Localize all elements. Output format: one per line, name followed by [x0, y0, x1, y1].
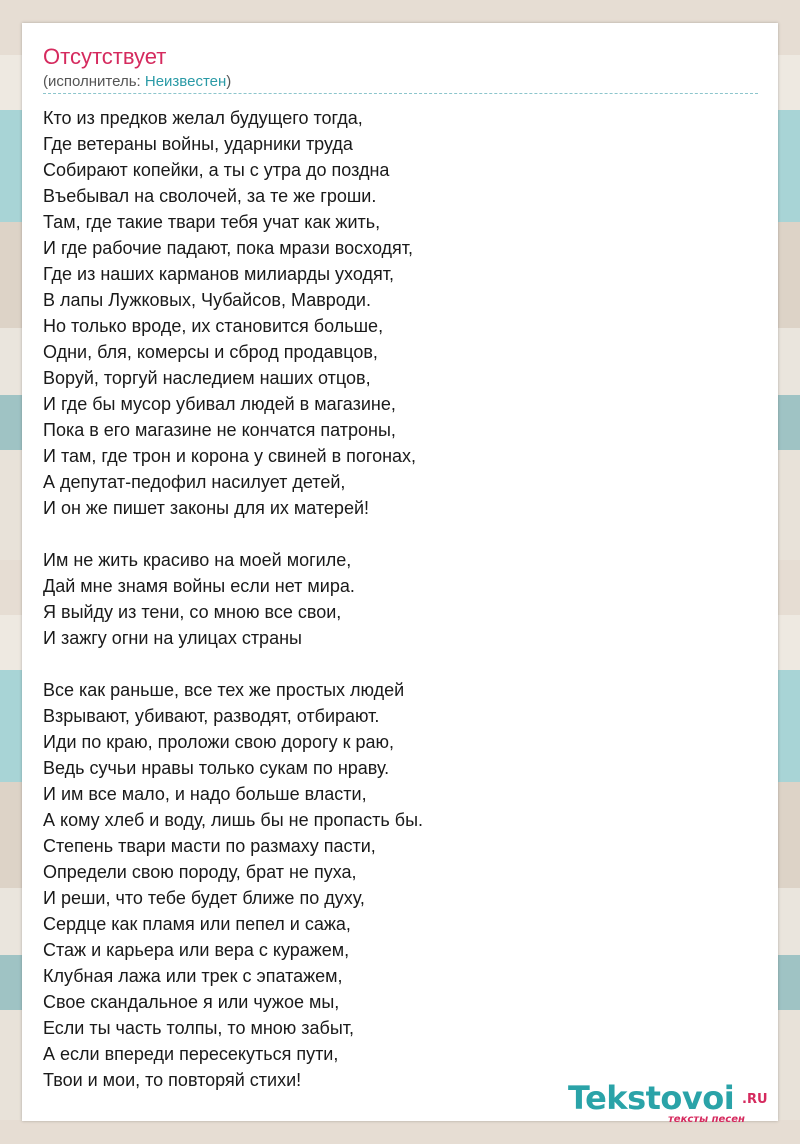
- lyric-line: И он же пишет законы для их матерей!: [43, 498, 370, 518]
- lyric-line: Дай мне знамя войны если нет мира.: [43, 576, 355, 596]
- lyric-line: Иди по краю, проложи свою дорогу к раю,: [43, 732, 395, 752]
- lyric-line: А депутат-педофил насилует детей,: [43, 472, 346, 492]
- logo-tld: .RU: [742, 1092, 768, 1107]
- lyric-line: А кому хлеб и воду, лишь бы не пропасть бы.: [43, 810, 424, 830]
- lyric-line: Свое скандальное я или чужое мы,: [43, 992, 340, 1012]
- lyric-line: Все как раньше, все тех же простых людей: [43, 680, 405, 700]
- lyric-line: И где рабочие падают, пока мрази восходят,: [43, 238, 414, 258]
- lyrics-stanza: [43, 677, 743, 1093]
- lyric-line: Взрывают, убивают, разводят, отбирают.: [43, 706, 380, 726]
- lyric-line: Стаж и карьера или вера с куражем,: [43, 940, 350, 960]
- lyric-line: Им не жить красиво на моей могиле,: [43, 550, 352, 570]
- song-title: Отсутствует: [43, 44, 167, 69]
- lyric-line: Я выйду из тени, со мною все свои,: [43, 602, 342, 622]
- lyric-line: Одни, бля, комерсы и сброд продавцов,: [43, 342, 378, 362]
- artist-prefix: (исполнитель:: [43, 73, 145, 90]
- logo-tagline: тексты песен: [668, 1114, 745, 1125]
- lyric-line: В лапы Лужковых, Чубайсов, Мавроди.: [43, 290, 371, 310]
- lyric-line: Если ты часть толпы, то мною забыт,: [43, 1018, 355, 1038]
- lyric-line: И им все мало, и надо больше власти,: [43, 784, 367, 804]
- lyric-line: Воруй, торгуй наследием наших отцов,: [43, 368, 371, 388]
- lyric-line: Сердце как пламя или пепел и сажа,: [43, 914, 351, 934]
- lyric-line: Пока в его магазине не кончатся патроны,: [43, 420, 396, 440]
- lyric-line: И где бы мусор убивал людей в магазине,: [43, 394, 396, 414]
- lyric-line: Там, где такие твари тебя учат как жить,: [43, 212, 381, 232]
- artist-suffix: ): [226, 73, 232, 90]
- lyric-line: Въебывал на сволочей, за те же гроши.: [43, 186, 377, 206]
- lyric-line: Где ветераны войны, ударники труда: [43, 134, 353, 154]
- lyrics-stanza: [43, 547, 743, 651]
- lyric-line: И зажгу огни на улицах страны: [43, 628, 302, 648]
- artist-line: [43, 73, 231, 90]
- lyric-line: И там, где трон и корона у свиней в погонах,: [43, 446, 417, 466]
- lyric-line: Собирают копейки, а ты с утра до поздна: [43, 160, 390, 180]
- lyric-line: И реши, что тебе будет ближе по духу,: [43, 888, 365, 908]
- lyric-line: Кто из предков желал будущего тогда,: [43, 108, 363, 128]
- lyric-line: Но только вроде, их становится больше,: [43, 316, 384, 336]
- lyrics-stanza: [43, 105, 743, 521]
- lyric-line: Где из наших карманов милиарды уходят,: [43, 264, 394, 284]
- lyrics-body: [43, 105, 743, 1093]
- site-logo[interactable]: [568, 1078, 773, 1126]
- lyric-line: Определи свою породу, брат не пуха,: [43, 862, 357, 882]
- lyric-line: Ведь сучьи нравы только сукам по нраву.: [43, 758, 390, 778]
- logo-wordmark: Tekstovoi: [568, 1079, 735, 1117]
- lyric-line: Клубная лажа или трек с эпатажем,: [43, 966, 343, 986]
- lyric-line: Твои и мои, то повторяй стихи!: [43, 1070, 302, 1090]
- title-divider: [43, 93, 758, 94]
- lyric-line: А если впереди пересекуться пути,: [43, 1044, 339, 1064]
- lyric-line: Степень твари масти по размаху пасти,: [43, 836, 376, 856]
- artist-link[interactable]: Неизвестен: [144, 73, 227, 90]
